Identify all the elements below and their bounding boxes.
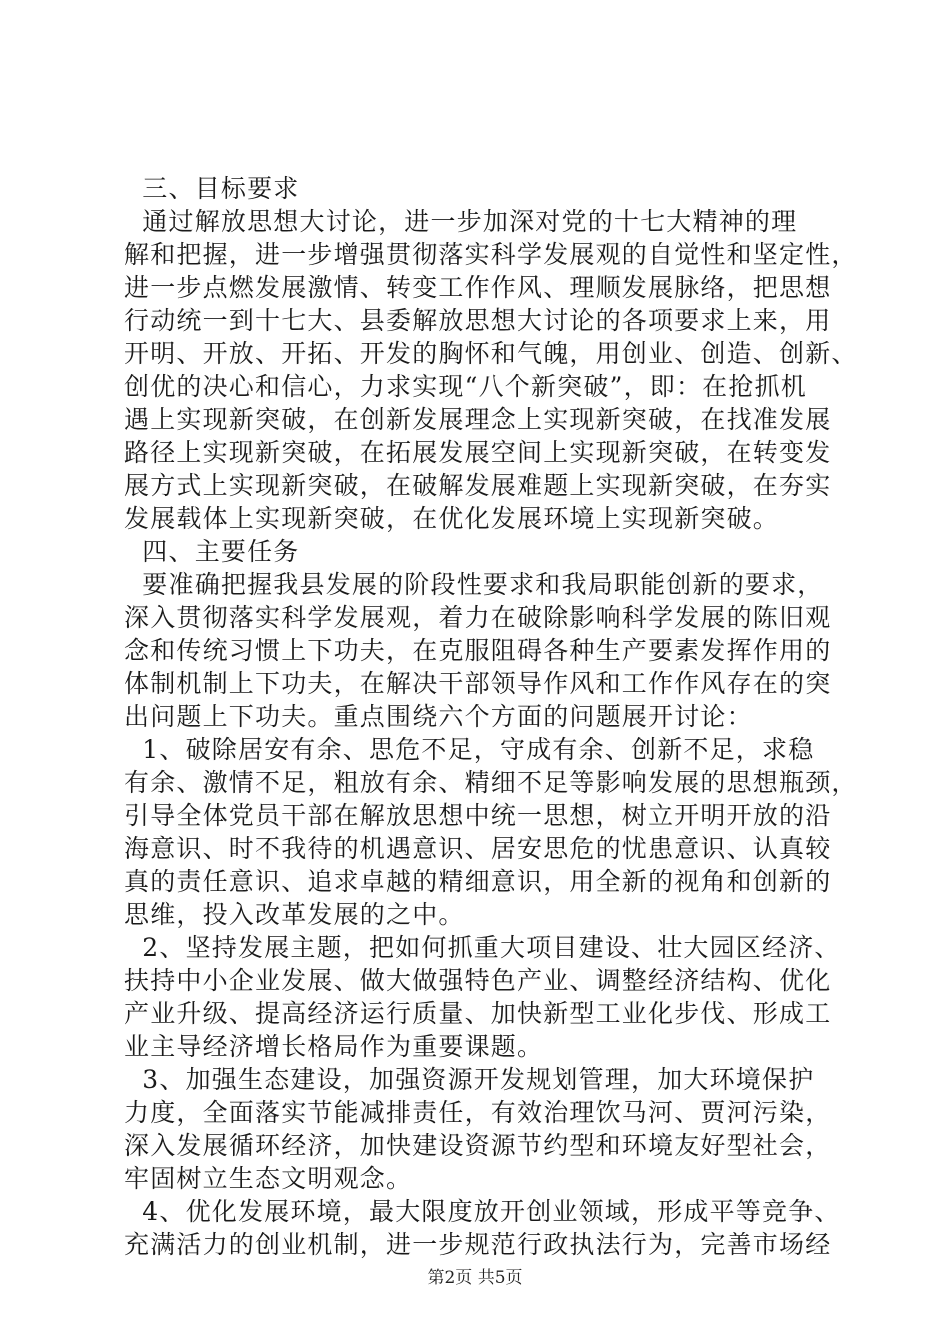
text-line: 深入发展循环经济，加快建设资源节约型和环境友好型社会， bbox=[124, 1131, 832, 1160]
text-line: 四、主要任务 bbox=[124, 537, 300, 566]
text-line: 思维，投入改革发展的之中。 bbox=[124, 900, 465, 929]
text-line: 要准确把握我县发展的阶段性要求和我局职能创新的要求， bbox=[124, 570, 824, 599]
text-line: 产业升级、提高经济运行质量、加快新型工业化步伐、形成工 bbox=[124, 999, 832, 1028]
text-line: 体制机制上下功夫，在解决干部领导作风和工作作风存在的突 bbox=[124, 669, 832, 698]
document-body bbox=[124, 172, 858, 1261]
text-line: 发展载体上实现新突破，在优化发展环境上实现新突破。 bbox=[124, 504, 780, 533]
text-line: 进一步点燃发展激情、转变工作作风、理顺发展脉络，把思想 bbox=[124, 273, 832, 302]
text-line: 业主导经济增长格局作为重要课题。 bbox=[124, 1032, 544, 1061]
text-line: 扶持中小企业发展、做大做强特色产业、调整经济结构、优化 bbox=[124, 966, 832, 995]
text-line: 通过解放思想大讨论，进一步加深对党的十七大精神的理 bbox=[124, 207, 798, 236]
page-number-footer: 第2页 共5页 bbox=[427, 1268, 523, 1288]
text-line: 展方式上实现新突破，在破解发展难题上实现新突破，在夯实 bbox=[124, 471, 832, 500]
text-line: 海意识、时不我待的机遇意识、居安思危的忧患意识、认真较 bbox=[124, 834, 832, 863]
text-line: 真的责任意识、追求卓越的精细意识，用全新的视角和创新的 bbox=[124, 867, 832, 896]
text-line: 行动统一到十七大、县委解放思想大讨论的各项要求上来，用 bbox=[124, 306, 832, 335]
text-line: 三、目标要求 bbox=[124, 174, 300, 203]
text-line: 创优的决心和信心，力求实现“八个新突破”，即：在抢抓机 bbox=[124, 372, 807, 401]
text-line: 解和把握，进一步增强贯彻落实科学发展观的自觉性和坚定性， bbox=[124, 240, 858, 269]
text-line: 力度，全面落实节能减排责任，有效治理饮马河、贾河污染， bbox=[124, 1098, 832, 1127]
text-line: 3、加强生态建设，加强资源开发规划管理，加大环境保护 bbox=[124, 1065, 815, 1094]
text-line: 深入贯彻落实科学发展观，着力在破除影响科学发展的陈旧观 bbox=[124, 603, 832, 632]
text-line: 2、坚持发展主题，把如何抓重大项目建设、壮大园区经济、 bbox=[124, 933, 841, 962]
text-line: 有余、激情不足，粗放有余、精细不足等影响发展的思想瓶颈， bbox=[124, 768, 858, 797]
text-line: 充满活力的创业机制，进一步规范行政执法行为，完善市场经 bbox=[124, 1230, 832, 1259]
text-line: 牢固树立生态文明观念。 bbox=[124, 1164, 413, 1193]
text-line: 念和传统习惯上下功夫，在克服阻碍各种生产要素发挥作用的 bbox=[124, 636, 832, 665]
text-line: 1、破除居安有余、思危不足，守成有余、创新不足，求稳 bbox=[124, 735, 815, 764]
text-line: 遇上实现新突破，在创新发展理念上实现新突破，在找准发展 bbox=[124, 405, 832, 434]
text-line: 路径上实现新突破，在拓展发展空间上实现新突破，在转变发 bbox=[124, 438, 832, 467]
text-line: 开明、开放、开拓、开发的胸怀和气魄，用创业、创造、创新、 bbox=[124, 339, 858, 368]
text-line: 出问题上下功夫。重点围绕六个方面的问题展开讨论： bbox=[124, 702, 753, 731]
text-line: 引导全体党员干部在解放思想中统一思想，树立开明开放的沿 bbox=[124, 801, 832, 830]
text-line: 4、优化发展环境，最大限度放开创业领域，形成平等竞争、 bbox=[124, 1197, 841, 1226]
